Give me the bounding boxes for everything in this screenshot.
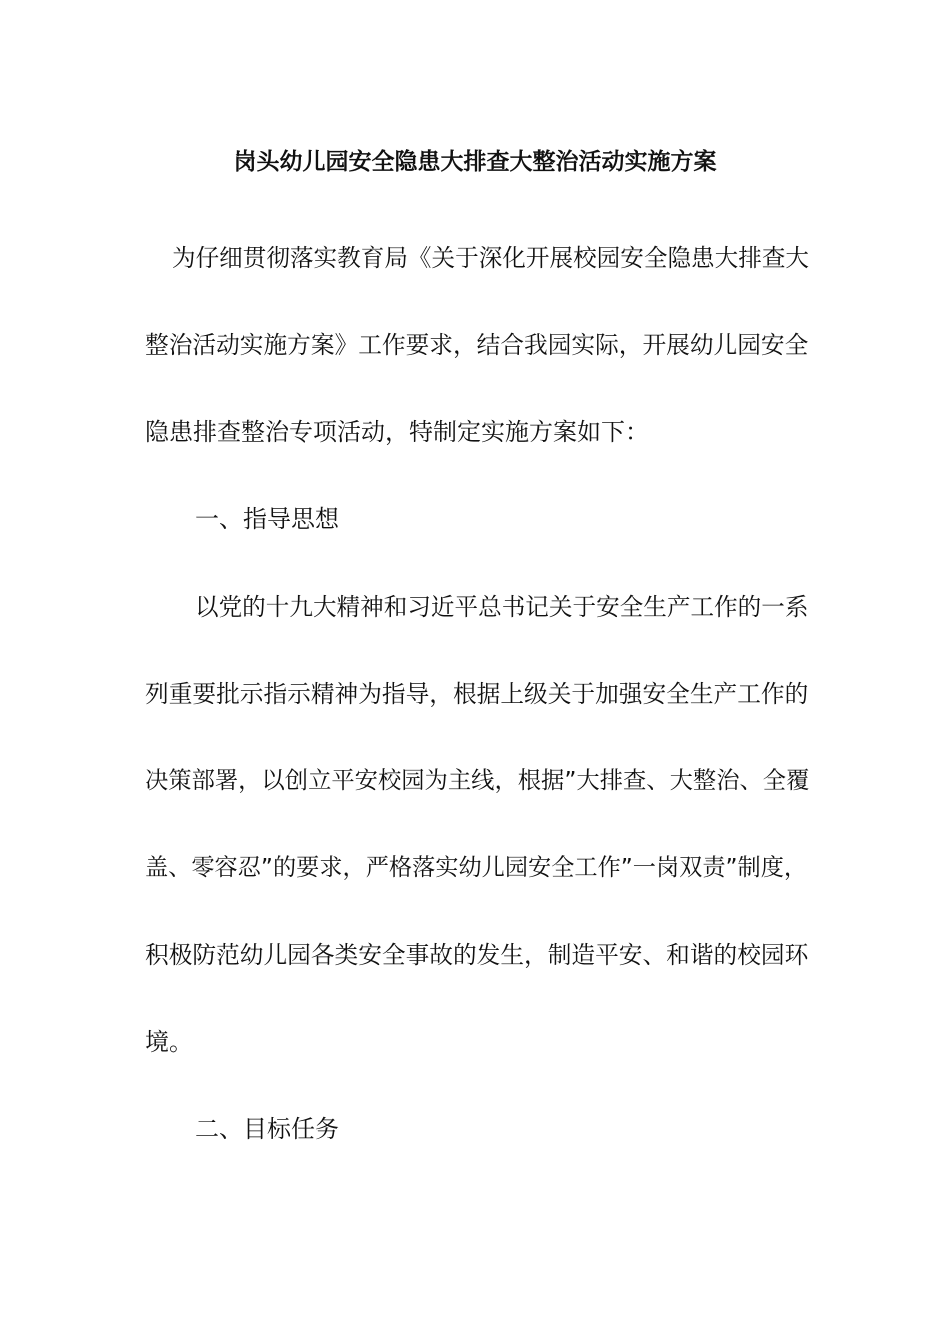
- paragraph-line: 盖、零容忍”的要求，严格落实幼儿园安全工作”一岗双责”制度，: [145, 854, 808, 881]
- paragraph-line: 隐患排查整治专项活动，特制定实施方案如下：: [145, 418, 649, 446]
- section-heading: 二、目标任务: [195, 1115, 339, 1143]
- paragraph-line: 列重要批示指示精神为指导，根据上级关于加强安全生产工作的: [145, 680, 809, 708]
- paragraph-line: 积极防范幼儿园各类安全事故的发生，制造平安、和谐的校园环: [145, 941, 809, 969]
- paragraph-line: 以党的十九大精神和习近平总书记关于安全生产工作的一系: [195, 593, 809, 621]
- paragraph-line: 整治活动实施方案》工作要求，结合我园实际，开展幼儿园安全: [145, 331, 809, 359]
- paragraph-line: 为仔细贯彻落实教育局《关于深化开展校园安全隐患大排查大: [172, 244, 810, 272]
- paragraph-line: 决策部署，以创立平安校园为主线，根据”大排查、大整治、全覆: [145, 767, 810, 794]
- paragraph-line: 境。: [145, 1028, 193, 1056]
- section-heading: 一、指导思想: [195, 505, 339, 533]
- document-title: 岗头幼儿园安全隐患大排查大整治活动实施方案: [233, 149, 717, 175]
